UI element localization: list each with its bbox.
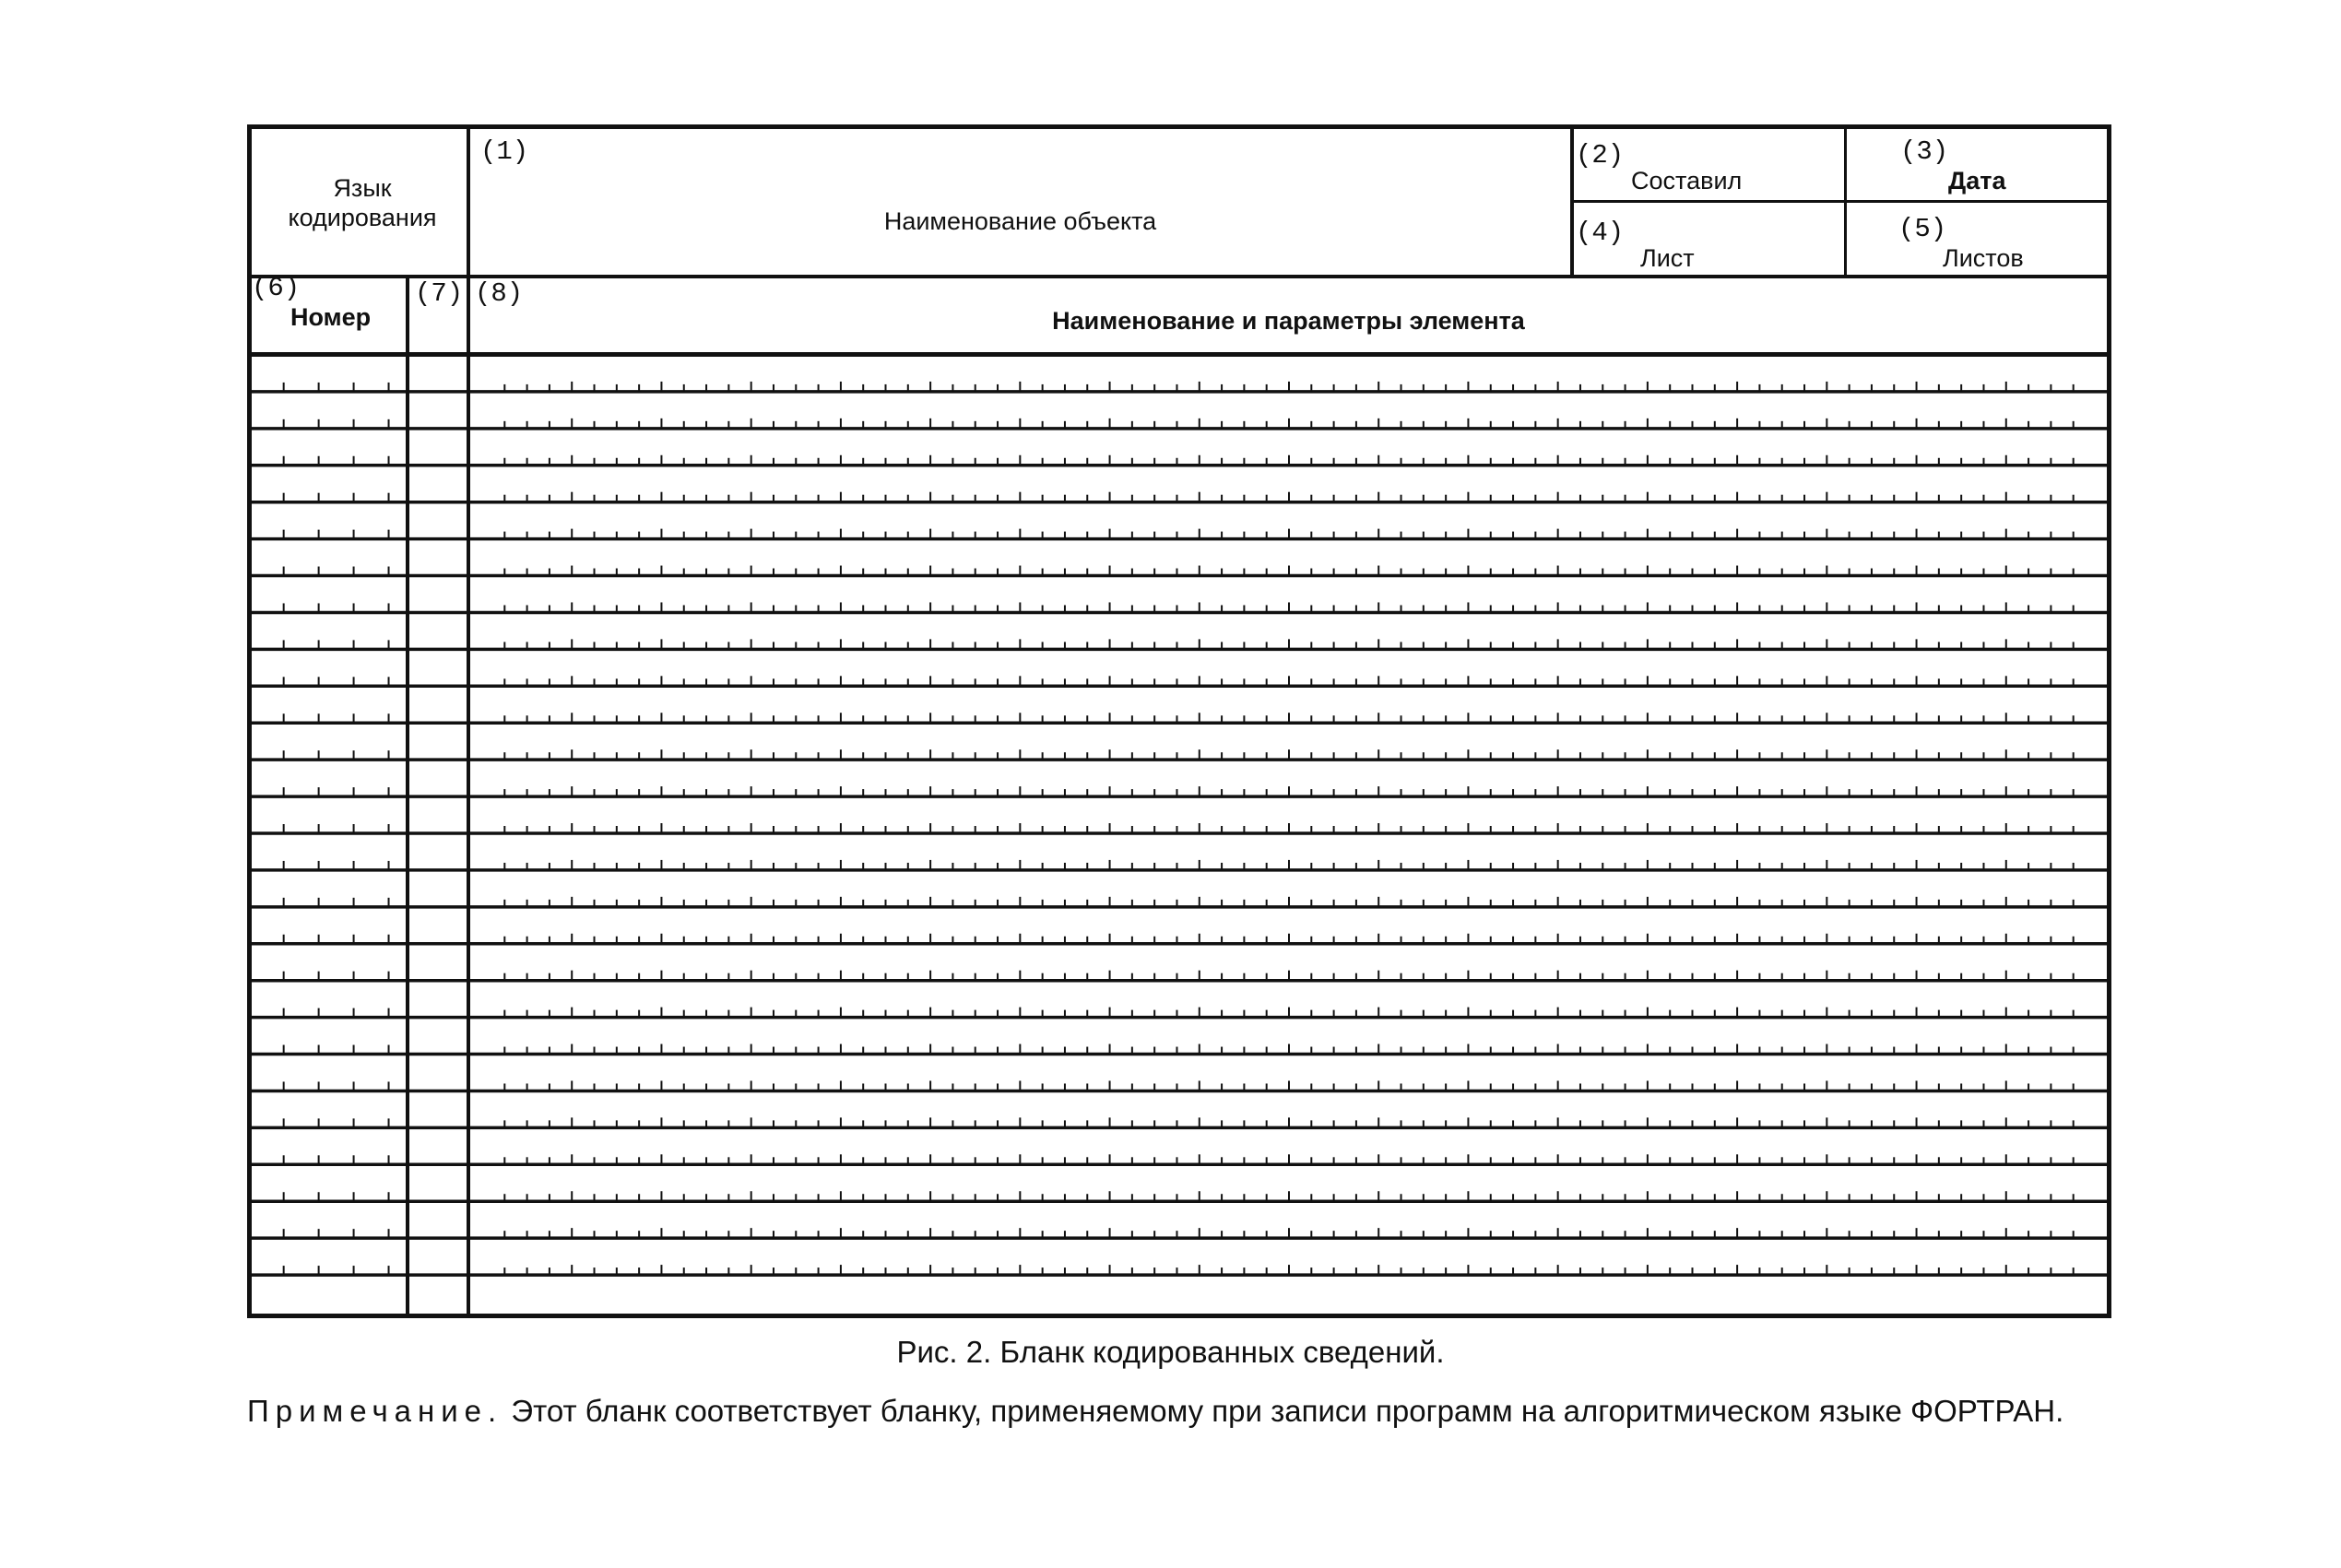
note-text: Этот бланк соответствует бланку, применяемому при записи программ на алгоритмическом языке ФОРТРАН. (502, 1394, 2064, 1428)
compiled-by-number: (2) (1576, 140, 1625, 171)
entry-grid (252, 129, 2107, 1314)
object-name-label: Наименование объекта (883, 207, 1157, 235)
sheets-label: Листов (1943, 244, 2024, 272)
compiled-by-label: Составил (1631, 167, 1743, 195)
date-number: (3) (1900, 136, 1949, 167)
figure-caption: Рис. 2. Бланк кодированных сведений. (896, 1335, 1445, 1369)
note-prefix: Примечание. (247, 1394, 503, 1428)
element-column-number: (8) (475, 278, 524, 309)
sheet-label: Лист (1640, 244, 1695, 272)
date-label: Дата (1948, 167, 2006, 195)
column7-number: (7) (415, 278, 464, 309)
sheets-number: (5) (1898, 214, 1947, 244)
number-column-number: (6) (252, 273, 301, 303)
language-label: Язык кодирования (288, 174, 437, 232)
object-name-number: (1) (480, 136, 529, 167)
coding-form (247, 124, 2111, 1318)
note (247, 1387, 2146, 1435)
element-column-label: Наименование и параметры элемента (1052, 307, 1525, 335)
number-column-label: Номер (290, 303, 372, 331)
sheet-number: (4) (1576, 218, 1625, 248)
